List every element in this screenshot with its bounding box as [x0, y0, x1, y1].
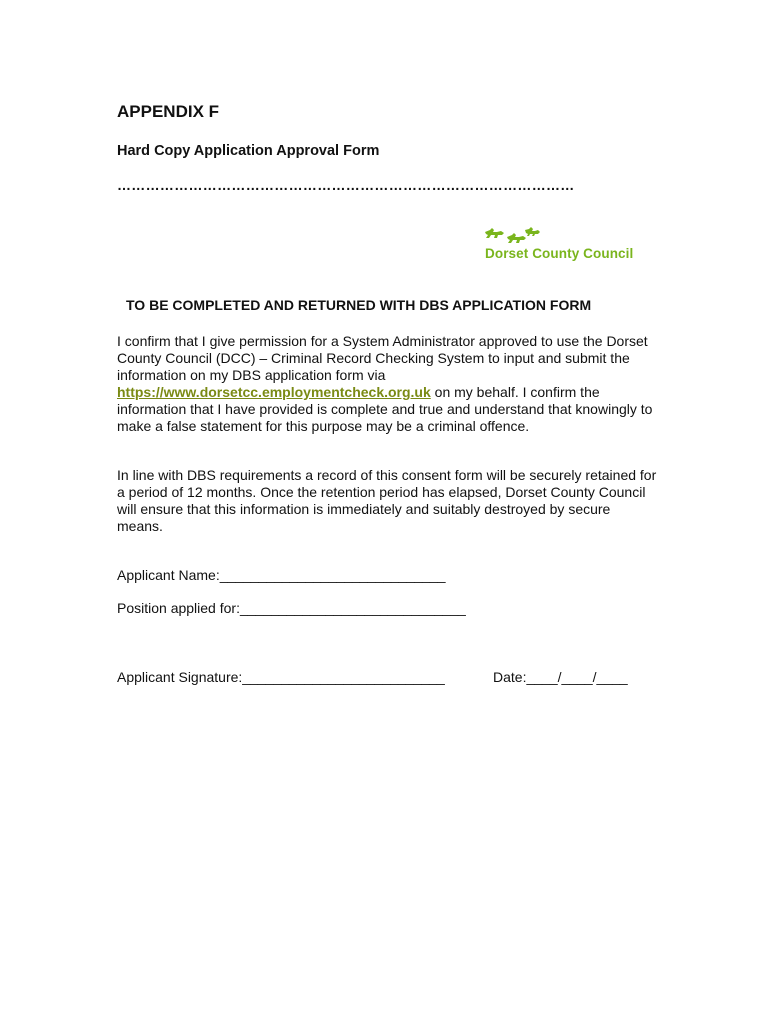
- logo-org-name: Dorset County Council: [485, 246, 634, 261]
- consent-text-start: I confirm that I give permission for a System Administrator approved to use the Dorset County Council (DCC) – Criminal Record Checking System to input and submit the information on my DBS application form via: [117, 333, 648, 383]
- consent-text-end: on my behalf. I confirm the information that I have provided is complete and true and understand that knowingly to make a false statement for this purpose may be a criminal offence.: [117, 384, 653, 434]
- applicant-name-field[interactable]: Applicant Name:_____________________________: [117, 567, 446, 583]
- instruction-heading: TO BE COMPLETED AND RETURNED WITH DBS APPLICATION FORM: [126, 297, 592, 313]
- dotted-divider: ……………………………………………………………………………………: [117, 177, 575, 193]
- applicant-signature-field[interactable]: Applicant Signature:__________________________: [117, 669, 445, 685]
- dorset-county-council-logo: [483, 226, 655, 266]
- appendix-heading: APPENDIX F: [117, 102, 220, 121]
- lions-emblem-icon: [483, 226, 543, 246]
- position-applied-field[interactable]: Position applied for:_____________________________: [117, 600, 466, 616]
- date-field[interactable]: Date:____/____/____: [493, 669, 628, 685]
- form-title: Hard Copy Application Approval Form: [117, 143, 380, 159]
- retention-paragraph: In line with DBS requirements a record of this consent form will be securely retained for a period of 12 months. Once the retention period has elapsed, Dorset County Council will ensure that this information is immediately and suitably destroyed by secure means.: [117, 467, 657, 534]
- dbs-website-link[interactable]: https://www.dorsetcc.employmentcheck.org.uk: [117, 384, 431, 400]
- consent-paragraph: [117, 333, 657, 435]
